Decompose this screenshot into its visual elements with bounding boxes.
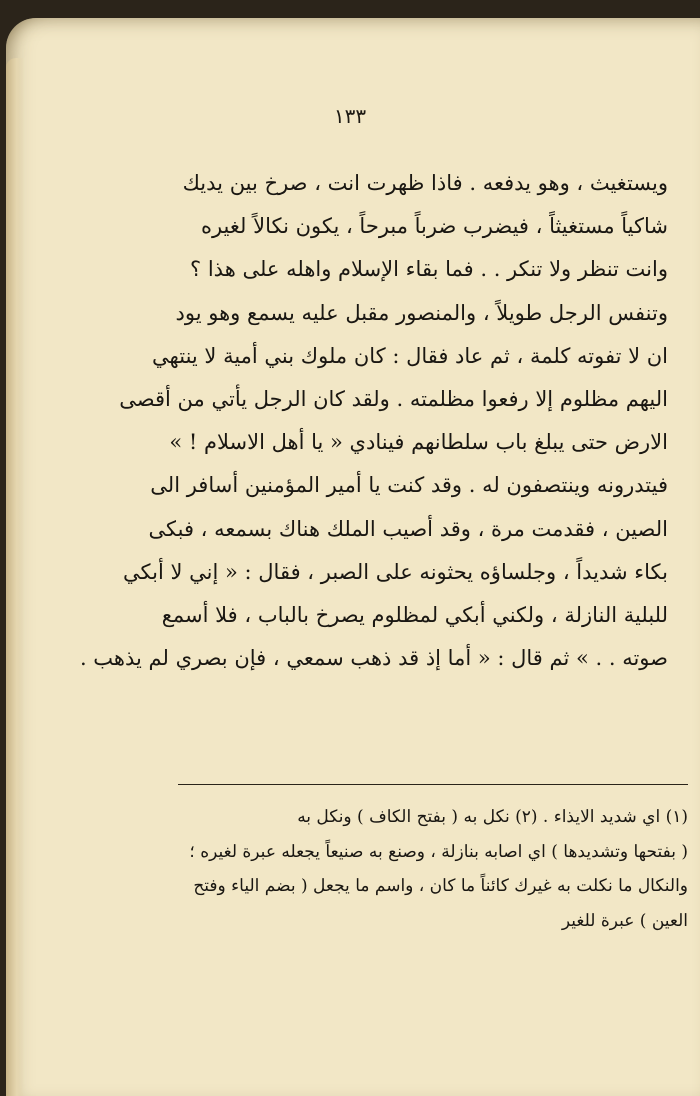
- text-line: ان لا تفوته كلمة ، ثم عاد فقال : كان ملوك بني أمية لا ينتهي: [152, 343, 668, 368]
- footnote-line: والنكال ما نكلت به غيرك كائناً ما كان ، واسم ما يجعل ( بضم الياء وفتح: [193, 876, 688, 896]
- text-line: وتنفس الرجل طويلاً ، والمنصور مقبل عليه يسمع وهو يود: [175, 300, 668, 325]
- text-line: ويستغيث ، وهو يدفعه . فاذا ظهرت انت ، صرخ بين يديك: [182, 171, 668, 195]
- page-number: ١٣٣: [333, 104, 367, 128]
- text-line: صوته . . » ثم قال : « أما إذ قد ذهب سمعي ، فإن بصري لم يذهب .: [79, 646, 668, 671]
- text-line: الارض حتى يبلغ باب سلطانهم فينادي « يا أهل الاسلام ! »: [169, 430, 668, 455]
- text-line: فيتدرونه وينتصفون له . وقد كنت يا أمير المؤمنين أسافر الى: [150, 473, 668, 498]
- text-line: بكاء شديداً ، وجلساؤه يحثونه على الصبر ، فقال : « إني لا أبكي: [123, 559, 668, 584]
- page-edge: [6, 58, 24, 1096]
- text-line: الصين ، فقدمت مرة ، وقد أصيب الملك هناك بسمعه ، فبكى: [148, 516, 668, 541]
- text-line: للبلية النازلة ، ولكني أبكي لمظلوم يصرخ بالباب ، فلا أسمع: [161, 603, 668, 628]
- text-line: وانت تنظر ولا تنكر . . فما بقاء الإسلام واهله على هذا ؟: [190, 257, 668, 282]
- footnote-line: (١) اي شديد الايذاء . (٢) نكل به ( بفتح الكاف ) ونكل به: [297, 807, 688, 827]
- footnote-divider: [178, 784, 688, 785]
- footnote-line: ( بفتحها وتشديدها ) اي اصابه بنازلة ، وصنع به صنيعاً يجعله عبرة لغيره ؛: [189, 841, 688, 862]
- footnotes: [178, 800, 688, 938]
- text-line: اليهم مظلوم إلا رفعوا مظلمته . ولقد كان الرجل يأتي من أقصى: [119, 387, 668, 412]
- body-text: [79, 162, 668, 680]
- text-line: شاكياً مستغيثاً ، فيضرب ضرباً مبرحاً ، يكون نكالاً لغيره: [200, 214, 668, 239]
- footnote-line: العين ) عبرة للغير: [561, 910, 688, 931]
